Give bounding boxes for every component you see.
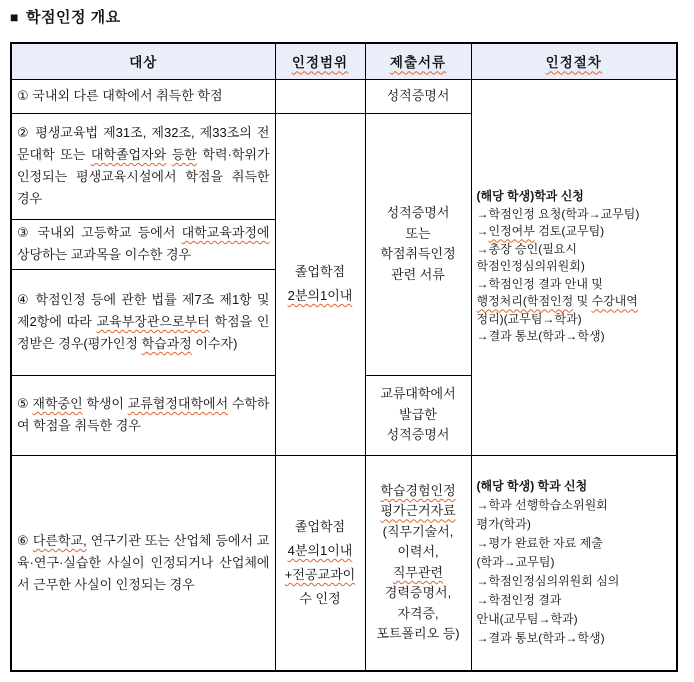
header-cell-docs: 제출서류 [365,43,471,79]
header-cell-scope: 인정범위 [275,43,365,79]
cell-target-6: ⑥ 다른학교, 연구기관 또는 산업체 등에서 교육·연구·실습한 사실이 인정되거나 산업체에서 근무한 사실이 인정되는 경우 [11,455,275,671]
square-bullet-icon: ■ [10,9,19,25]
cell-scope-2to5: 졸업학점 2분의1이내 [275,113,365,455]
cell-procedure-6: (해당 학생) 학과 신청 →학과 선행학습소위원회 평가(학과) →평가 완료한 자료 제출 (학과→교무팀) →학점인정심의위원회 심의 →학점인정 결과 안내(교무팀→학과) →결과 통보(학과→학생) [471,455,677,671]
cell-scope-6: 졸업학점 4분의1이내 +전공교과이 수 인정 [275,455,365,671]
cell-target-4: ④ 학점인정 등에 관한 법률 제7조 제1항 및 제2항에 따라 교육부장관으로부터 학점을 인정받은 경우(평가인정 학습과정 이수자) [11,269,275,375]
cell-target-1: ① 국내외 다른 대학에서 취득한 학점 [11,79,275,113]
cell-target-2: ② 평생교육법 제31조, 제32조, 제33조의 전문대학 또는 대학졸업자와 등한 학력·학위가 인정되는 평생교육시설에서 학점을 취득한 경우 [11,113,275,219]
cell-docs-2to4: 성적증명서 또는 학점취득인정 관련 서류 [365,113,471,375]
cell-scope-row1-empty [275,79,365,113]
cell-target-5: ⑤ 재학중인 학생이 교류협정대학에서 수학하여 학점을 취득한 경우 [11,375,275,455]
header-cell-procedure: 인정절차 [471,43,677,79]
header-cell-target: 대상 [11,43,275,79]
cell-docs-1: 성적증명서 [365,79,471,113]
cell-target-3: ③ 국내외 고등학교 등에서 대학교육과정에 상당하는 교과목을 이수한 경우 [11,219,275,269]
cell-docs-6: 학습경험인정 평가근거자료 (직무기술서, 이력서, 직무관련 경력증명서, 자격증, 포트폴리오 등) [365,455,471,671]
page-title-row [10,6,121,27]
cell-procedure-1to5: (해당 학생)학과 신청 →학점인정 요청(학과→교무팀) →인정여부 검토(교무팀) →총장 승인(필요시 학점인정심의위원회) →학점인정 결과 안내 및 행정처리(학점인정 및 수강내역 정리)(교무팀→학과) →결과 통보(학과→학생) [471,79,677,455]
cell-docs-5: 교류대학에서 발급한 성적증명서 [365,375,471,455]
credit-recognition-table [10,42,678,672]
page-title: 학점인정 개요 [25,9,121,26]
